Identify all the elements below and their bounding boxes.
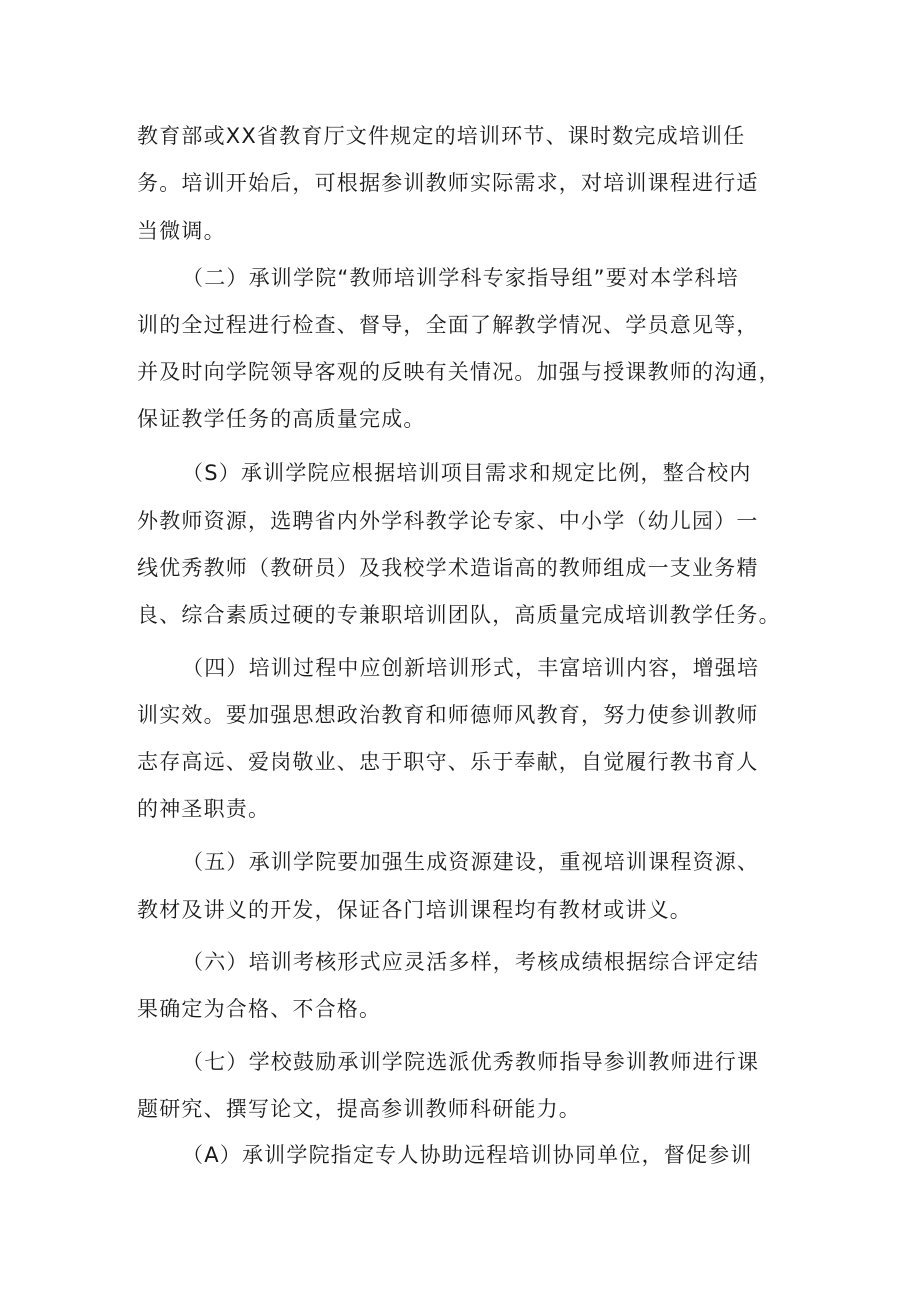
text-line: 题研究、撰写论文，提高参训教师科研能力。 [137,1097,581,1121]
text-line: （七）学校鼓励承训学院选派优秀教师指导参训教师进行课 [182,1050,760,1074]
text-line: 并及时向学院领导客观的反映有关情况。加强与授课教师的沟通， [137,360,781,384]
text-line: （五）承训学院要加强生成资源建设，重视培训课程资源、 [182,850,760,874]
text-line: 务。培训开始后，可根据参训教师实际需求，对培训课程进行适 [137,171,759,195]
text-line: 训实效。要加强思想政治教育和师德师风教育，努力使参训教师 [137,703,759,727]
text-line: （S）承训学院应根据培训项目需求和规定比例，整合校内 [182,461,752,485]
text-line: 良、综合素质过硬的专兼职培训团队，高质量完成培训教学任务。 [137,603,781,627]
text-line: 教材及讲义的开发，保证各门培训课程均有教材或讲义。 [137,898,692,922]
text-line: 保证教学任务的高质量完成。 [137,407,426,431]
text-line: 外教师资源，选聘省内外学科教学论专家、中小学（幼儿园）一 [137,509,759,533]
text-line: 教育部或XX省教育厅文件规定的培训环节、课时数完成培训任 [137,124,746,148]
text-line: 线优秀教师（教研员）及我校学术造诣高的教师组成一支业务精 [137,556,759,580]
text-line: （六）培训考核形式应灵活多样，考核成绩根据综合评定结 [182,950,760,974]
text-line: 的神圣职责。 [137,797,271,821]
text-line: 志存高远、爱岗敬业、忠于职守、乐于奉献，自觉履行教书育人 [137,750,759,774]
text-line: 果确定为合格、不合格。 [137,997,382,1021]
text-line: 当微调。 [137,219,226,243]
text-line: （二）承训学院“教师培训学科专家指导组”要对本学科培 [182,266,739,290]
text-line: （A）承训学院指定专人协助远程培训协同单位，督促参训 [182,1143,753,1167]
text-line: （四）培训过程中应创新培训形式，丰富培训内容，增强培 [182,656,760,680]
text-line: 训的全过程进行检查、督导，全面了解教学情况、学员意见等， [137,313,759,337]
